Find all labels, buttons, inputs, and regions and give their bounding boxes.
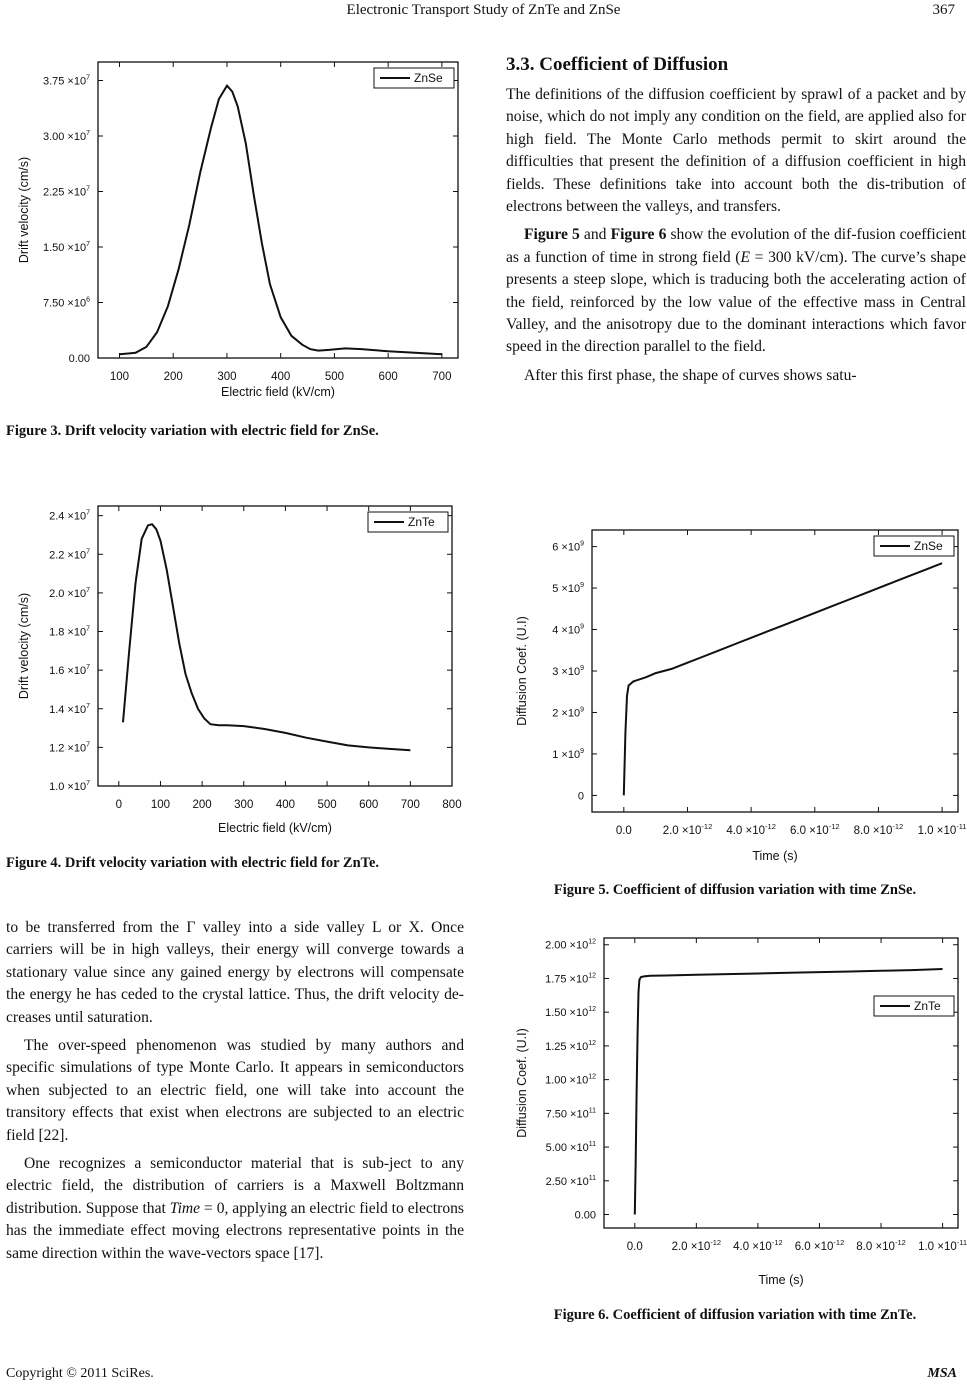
- x-tick-label: 100: [109, 371, 130, 383]
- time-symbol: Time: [169, 1199, 201, 1217]
- figure-3-caption: Figure 3. Drift velocity variation with electric field for ZnSe.: [6, 423, 379, 439]
- y-axis-label: Drift velocity (cm/s): [17, 592, 31, 700]
- right-paragraph-2: [506, 224, 966, 358]
- right-paragraph-3: After this first phase, the shape of curves shows satu-: [524, 366, 857, 384]
- left-paragraph-3-b: = 0, applying an electric field to electrons has the immediate effect moving electrons representative points in the same direction within the wave-vectors space [17].: [6, 1199, 464, 1262]
- y-tick-label: $7.50 \times 10^6$: [42, 296, 90, 310]
- copyright: Copyright © 2011 SciRes.: [6, 1366, 154, 1381]
- figure-5-ref[interactable]: Figure 5: [524, 226, 580, 244]
- x-axis-label: Time (s): [752, 849, 798, 863]
- figure-3-caption-block: [6, 422, 464, 441]
- running-title: Electronic Transport Study of ZnTe and ZnSe: [346, 2, 621, 18]
- x-tick-label: 100: [150, 799, 171, 811]
- right-paragraph-2-b: = 300 kV/cm). The curve’s shape presents a steep slope, which is traducing both the accelerating action of the field, reinforced by the low value of the effective mass in Central Valley, and the anisotropy due to the dominant interactions which favor speed in the direction parallel to the field.: [506, 248, 966, 356]
- figure-3: [6, 40, 466, 410]
- x-tick-label: 700: [400, 799, 420, 811]
- x-tick-label: $4.0 \times 10^{-12}$: [726, 822, 776, 837]
- y-tick-label: $1.6 \times 10^7$: [49, 664, 90, 678]
- y-tick-label: $1 \times 10^9$: [552, 747, 584, 761]
- x-tick-label: 400: [271, 371, 291, 383]
- x-tick-label: $2.0 \times 10^{-12}$: [671, 1238, 722, 1253]
- y-tick-label: $5.00 \times 10^{11}$: [545, 1141, 596, 1155]
- x-axis-label: Electric field (kV/cm): [221, 385, 335, 399]
- x-tick-label: $1.0 \times 10^{-11}$: [917, 822, 967, 837]
- figure-5-chart: [506, 512, 967, 872]
- y-tick-label: $1.50 \times 10^7$: [42, 241, 90, 254]
- y-tick-label: $1.75 \times 10^{12}$: [545, 972, 596, 986]
- journal-abbrev: MSA: [927, 1366, 957, 1381]
- legend-label: ZnTe: [408, 515, 435, 529]
- figure-3-chart: [6, 40, 466, 410]
- x-tick-label: 0: [115, 799, 123, 811]
- figure-5-caption: Figure 5. Coefficient of diffusion variation with time ZnSe.: [553, 882, 917, 898]
- y-tick-label: $6 \times 10^9$: [552, 540, 584, 554]
- figure-6: [506, 922, 967, 1292]
- x-tick-label: $6.0 \times 10^{-12}$: [790, 822, 840, 837]
- y-axis-label: Drift velocity (cm/s): [17, 156, 31, 264]
- figure-4: [6, 486, 466, 838]
- y-tick-label: $2.2 \times 10^7$: [49, 548, 90, 562]
- plot-frame: [604, 938, 958, 1228]
- x-axis-label: Time (s): [758, 1273, 804, 1287]
- x-tick-label: 0.0: [626, 1241, 643, 1253]
- x-tick-label: 200: [163, 371, 183, 383]
- y-tick-label: $5 \times 10^9$: [552, 582, 584, 596]
- x-tick-label: $8.0 \times 10^{-12}$: [853, 822, 904, 837]
- page-header: [0, 0, 967, 24]
- figure-6-caption-block: [506, 1306, 964, 1325]
- y-tick-label: 0: [577, 790, 584, 803]
- x-tick-label: 200: [192, 799, 212, 811]
- x-tick-label: 400: [275, 799, 296, 811]
- y-tick-label: $2.50 \times 10^{11}$: [545, 1174, 596, 1188]
- right-paragraph-1: The definitions of the diffusion coefficient by sprawl of a packet and by noise, which do not imply any condition on the field, are applied also for high field. The Monte Carlo methods permit to skirt around the difficulties that present the definition of a diffusion coefficient in high fields. These definitions take into account both the dis-tribution of electrons between the valleys, and transfers.: [506, 86, 966, 216]
- x-tick-label: 700: [432, 371, 452, 383]
- y-tick-label: $1.25 \times 10^{12}$: [545, 1039, 596, 1053]
- x-tick-label: 600: [359, 799, 379, 811]
- series-line-ZnSe: [624, 563, 942, 795]
- x-tick-label: 0.0: [615, 825, 632, 837]
- y-tick-label: $3 \times 10^9$: [552, 665, 584, 678]
- y-tick-label: $1.4 \times 10^7$: [49, 702, 90, 716]
- y-axis-label: Diffusion Coef. (U.I): [515, 616, 529, 726]
- x-tick-label: 300: [217, 371, 237, 383]
- series-line-ZnTe: [123, 524, 410, 750]
- x-axis-label: Electric field (kV/cm): [218, 821, 332, 835]
- and-text: and: [579, 226, 611, 244]
- y-tick-label: $3.75 \times 10^7$: [42, 74, 90, 88]
- page-footer: [0, 1366, 967, 1386]
- x-tick-label: 600: [378, 371, 398, 383]
- y-tick-label: $2.0 \times 10^7$: [49, 586, 90, 600]
- figure-5-caption-block: [506, 881, 964, 900]
- figure-4-chart: [6, 486, 466, 838]
- x-tick-label: $1.0 \times 10^{-11}$: [918, 1238, 967, 1253]
- legend-label: ZnSe: [414, 71, 443, 85]
- legend-label: ZnTe: [914, 999, 941, 1013]
- y-tick-label: $2.4 \times 10^7$: [49, 509, 90, 523]
- y-tick-label: $1.2 \times 10^7$: [49, 741, 90, 755]
- plot-frame: [98, 62, 458, 358]
- y-tick-label: $4 \times 10^9$: [552, 623, 584, 637]
- figure-6-caption: Figure 6. Coefficient of diffusion variation with time ZnTe.: [553, 1307, 917, 1323]
- y-tick-label: $1.00 \times 10^{12}$: [545, 1073, 596, 1087]
- y-tick-label: $2.25 \times 10^7$: [42, 185, 90, 199]
- right-paragraph-2-a: show the evolution of the dif-fusion coefficient as a function of time in strong field (: [506, 226, 966, 266]
- figure-5: [506, 512, 967, 872]
- y-tick-label: $1.0 \times 10^7$: [49, 780, 90, 793]
- y-tick-label: $2.00 \times 10^{12}$: [545, 938, 596, 952]
- y-tick-label: 0.00: [574, 1209, 596, 1222]
- x-tick-label: 500: [317, 799, 337, 811]
- x-tick-label: $6.0 \times 10^{-12}$: [794, 1238, 845, 1253]
- y-tick-label: $2 \times 10^9$: [552, 706, 584, 720]
- y-tick-label: $1.8 \times 10^7$: [49, 625, 90, 639]
- y-tick-label: $3.00 \times 10^7$: [42, 130, 90, 143]
- left-paragraph-3: [6, 1153, 464, 1265]
- plot-frame: [98, 506, 452, 786]
- figure-4-caption-block: [6, 854, 464, 873]
- x-tick-label: $2.0 \times 10^{-12}$: [662, 822, 713, 837]
- legend-label: ZnSe: [914, 539, 943, 553]
- y-tick-label: $1.50 \times 10^{12}$: [545, 1006, 596, 1020]
- page-number: 367: [932, 2, 955, 18]
- y-tick-label: $7.50 \times 10^{11}$: [545, 1107, 596, 1121]
- x-tick-label: 500: [324, 371, 345, 383]
- plot-frame: [592, 530, 958, 812]
- y-tick-label: 0.00: [68, 353, 90, 365]
- x-tick-label: $4.0 \times 10^{-12}$: [733, 1238, 783, 1253]
- e-symbol: E: [740, 248, 751, 266]
- section-title: 3.3. Coefficient of Diffusion: [506, 54, 729, 75]
- figure-6-ref[interactable]: Figure 6: [610, 226, 667, 244]
- series-line-ZnSe: [120, 86, 442, 355]
- x-tick-label: $8.0 \times 10^{-12}$: [856, 1238, 906, 1253]
- x-tick-label: 300: [234, 799, 254, 811]
- left-paragraph-3-a: One recognizes a semiconductor material that is sub-ject to any electric field, the distribution of carriers is a Maxwell Boltzmann distribution. Suppose that: [6, 1155, 464, 1217]
- y-axis-label: Diffusion Coef. (U.I): [515, 1028, 529, 1138]
- right-body-text: [506, 54, 966, 387]
- left-paragraph-2: The over-speed phenomenon was studied by many authors and specific simulations of type Monte Carlo. It appears in semiconductors when subjected to an electric field, one will take into account the transitory effects that exist when electrons are subjected to an electric field [22].: [6, 1037, 464, 1144]
- figure-6-chart: [506, 922, 967, 1292]
- x-tick-label: 800: [442, 799, 462, 811]
- left-body-text: [6, 917, 464, 1265]
- left-paragraph-1: to be transferred from the Γ valley into a side valley L or X. Once carriers will be in high valleys, their energy will converge towards a stationary value since any gained energy by electrons will compensate the energy he has ceded to the crystal lattice. Thus, the drift velocity de-creases until saturation.: [6, 919, 464, 1026]
- figure-4-caption: Figure 4. Drift velocity variation with electric field for ZnTe.: [6, 855, 380, 871]
